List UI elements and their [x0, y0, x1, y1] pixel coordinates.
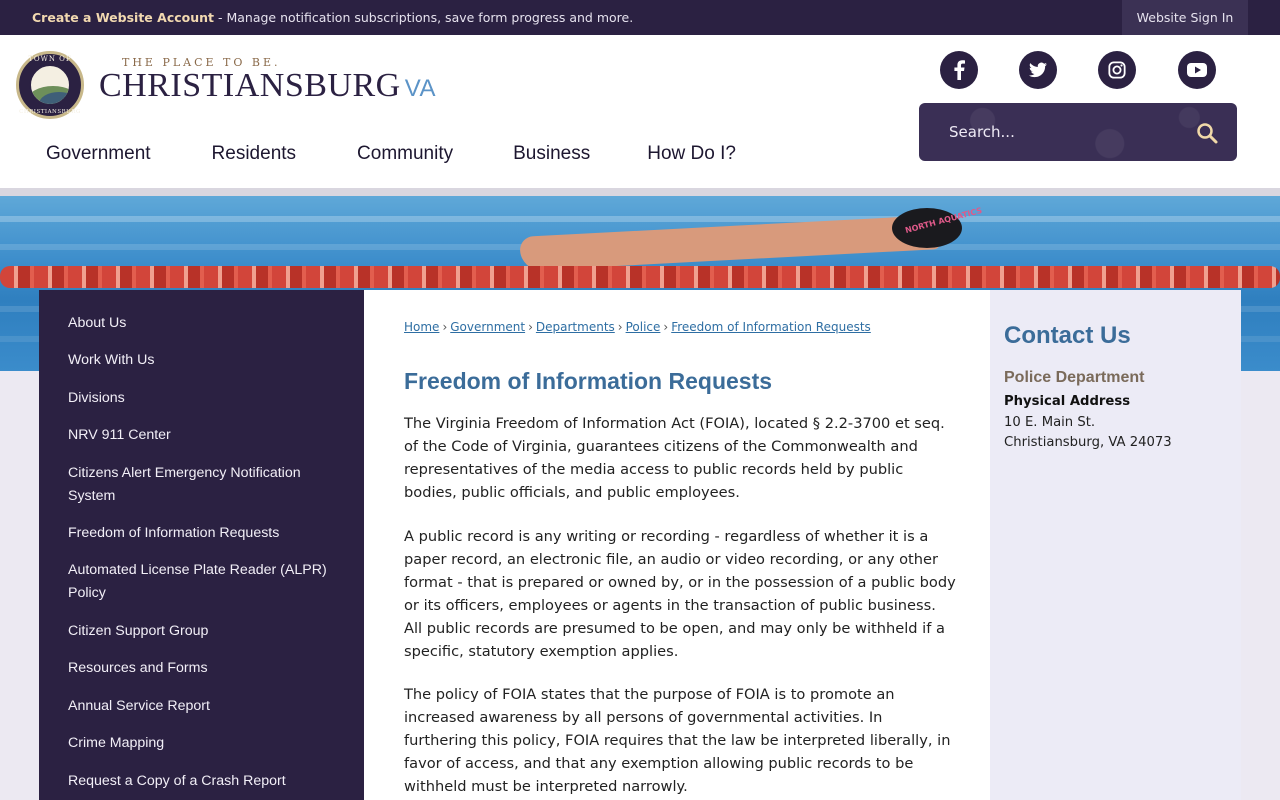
address-line-1: 10 E. Main St.: [1004, 415, 1096, 430]
state-abbr: VA: [404, 75, 436, 102]
search-input[interactable]: [947, 121, 1177, 143]
sidebar-item-crash-report[interactable]: Request a Copy of a Crash Report: [68, 773, 286, 789]
lane-rope: [0, 266, 1280, 288]
sidebar-item-citizen-support[interactable]: Citizen Support Group: [68, 623, 209, 639]
breadcrumb-police[interactable]: Police: [625, 320, 661, 334]
address-line-2: Christiansburg, VA 24073: [1004, 435, 1172, 450]
site-logo-text[interactable]: [99, 67, 436, 105]
seal-bottom-text: CHRISTIANSBURG: [19, 109, 81, 115]
breadcrumb-departments[interactable]: Departments: [535, 320, 615, 334]
account-message: [32, 10, 633, 25]
sidebar-item-resources-forms[interactable]: Resources and Forms: [68, 660, 208, 676]
nav-government[interactable]: Government: [46, 143, 151, 164]
create-account-link[interactable]: Create a Website Account: [32, 10, 214, 25]
contact-heading: Contact Us: [1004, 322, 1131, 349]
breadcrumb: Home › Government › Departments › Police › Freedom of Information Requests: [404, 320, 871, 334]
swim-cap-text: NORTH AQUATICS: [904, 205, 984, 236]
page-title: Freedom of Information Requests: [404, 368, 773, 394]
main-content: [364, 290, 990, 800]
sidebar-item-alpr-policy[interactable]: Automated License Plate Reader (ALPR) Policy: [68, 562, 327, 601]
breadcrumb-foia[interactable]: Freedom of Information Requests: [671, 320, 871, 334]
top-notification-bar: [0, 0, 1280, 35]
contact-department[interactable]: Police Department: [1004, 369, 1145, 386]
seal-emblem: [29, 64, 71, 106]
account-message-text: - Manage notification subscriptions, save form progress and more.: [214, 10, 634, 25]
instagram-icon[interactable]: [1098, 51, 1136, 89]
sidebar-item-foia[interactable]: Freedom of Information Requests: [68, 525, 280, 541]
sidebar-item-about-us[interactable]: About Us: [68, 315, 127, 331]
sidebar-item-citizens-alert[interactable]: Citizens Alert Emergency Notification System: [68, 465, 301, 504]
sidebar-item-divisions[interactable]: Divisions: [68, 390, 125, 406]
seal-top-text: TOWN OF: [28, 55, 72, 63]
section-sidebar-menu: [39, 290, 364, 800]
sidebar-item-crime-mapping[interactable]: Crime Mapping: [68, 735, 165, 751]
search-button[interactable]: [1195, 121, 1219, 145]
address-label: Physical Address: [1004, 394, 1131, 409]
nav-residents[interactable]: Residents: [211, 143, 297, 164]
contact-us-panel: [990, 290, 1241, 800]
paragraph-foia-intro: The Virginia Freedom of Information Act (FOIA), located § 2.2-3700 et seq. of the Code of Virginia, guarantees citizens of the Commonwealth and representatives of the media access to public records held by public bodies, public officials, and public employees.: [404, 415, 945, 501]
sidebar-item-annual-report[interactable]: Annual Service Report: [68, 698, 210, 714]
twitter-icon[interactable]: [1019, 51, 1057, 89]
facebook-icon[interactable]: [940, 51, 978, 89]
breadcrumb-government[interactable]: Government: [450, 320, 526, 334]
youtube-icon[interactable]: [1178, 51, 1216, 89]
sidebar-item-nrv-911[interactable]: NRV 911 Center: [68, 427, 171, 443]
town-seal-logo[interactable]: [16, 51, 84, 119]
search-icon: [1195, 121, 1219, 145]
header-divider: [0, 188, 1280, 196]
city-name: CHRISTIANSBURG: [99, 67, 401, 104]
sidebar-item-work-with-us[interactable]: Work With Us: [68, 352, 155, 368]
site-header: [0, 35, 1280, 188]
main-navigation: [46, 143, 736, 165]
paragraph-public-record: A public record is any writing or recording - regardless of whether it is a paper record, an electronic file, an audio or video recording, or any other format - that is prepared or owned by, or in the possession of a public body or its officers, employees or agents in the transaction of public business. All public records are presumed to be open, and may only be withheld if a specific, statutory exemption applies.: [404, 528, 956, 660]
breadcrumb-home[interactable]: Home: [404, 320, 440, 334]
paragraph-foia-policy: The policy of FOIA states that the purpose of FOIA is to promote an increased awareness by all persons of governmental activities. In furthering this policy, FOIA requires that the law be interpreted liberally, in favor of access, and that any exemption allowing public records to be withheld must be interpreted narrowly.: [404, 686, 951, 795]
nav-community[interactable]: Community: [357, 143, 454, 164]
website-sign-in-button[interactable]: Website Sign In: [1122, 0, 1248, 35]
nav-business[interactable]: Business: [513, 143, 591, 164]
swimmer-figure: [519, 215, 940, 271]
site-tagline: THE PLACE TO BE.: [122, 56, 281, 69]
search-box: [919, 103, 1237, 161]
nav-how-do-i[interactable]: How Do I?: [647, 143, 736, 164]
